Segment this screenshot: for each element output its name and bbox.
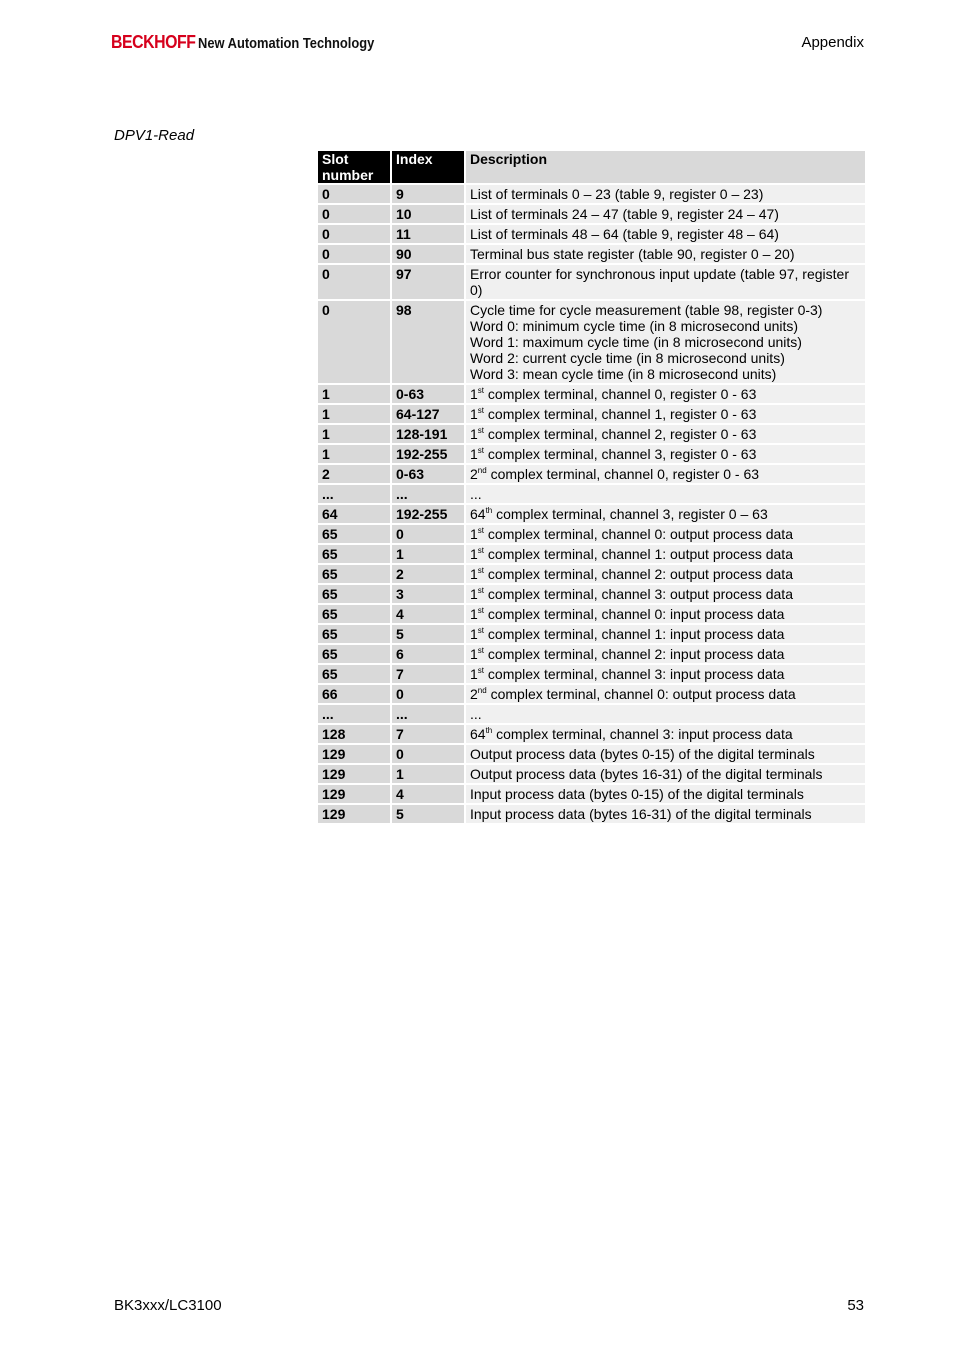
description-cell: [466, 545, 865, 563]
description-cell: [466, 225, 865, 243]
description-cell: [466, 665, 865, 683]
ordinal-suffix: st: [477, 626, 485, 635]
table-row: [318, 605, 865, 623]
ordinal-suffix: st: [477, 526, 485, 535]
description-cell: [466, 465, 865, 483]
description-text: ...: [470, 706, 482, 722]
ordinal-suffix: st: [477, 546, 485, 555]
table-row: [318, 445, 865, 463]
description-text: complex terminal, channel 3: output process data: [484, 586, 793, 602]
description-text: complex terminal, channel 2, register 0 - 63: [484, 426, 757, 442]
slot-cell: 129: [318, 805, 390, 823]
table-row: [318, 185, 865, 203]
slot-cell: 1: [318, 445, 390, 463]
section-title: DPV1-Read: [114, 127, 195, 144]
ordinal-suffix: st: [477, 646, 485, 655]
table-row: [318, 505, 865, 523]
table-row: [318, 645, 865, 663]
description-cell: [466, 565, 865, 583]
description-text: 1: [470, 386, 478, 402]
description-cell: [466, 485, 865, 503]
description-text: complex terminal, channel 0: input process data: [484, 606, 785, 622]
description-cell: [466, 245, 865, 263]
description-text: Input process data (bytes 16-31) of the digital terminals: [470, 806, 812, 822]
description-line: Word 1: maximum cycle time (in 8 microsecond units): [470, 334, 802, 350]
table-row: [318, 785, 865, 803]
slot-cell: ...: [318, 705, 390, 723]
slot-cell: 0: [318, 205, 390, 223]
table-row: [318, 405, 865, 423]
index-cell: ...: [392, 705, 464, 723]
index-cell: ...: [392, 485, 464, 503]
table-row: [318, 725, 865, 743]
description-cell: [466, 765, 865, 783]
index-cell: 5: [392, 625, 464, 643]
slot-cell: 129: [318, 765, 390, 783]
description-text: Output process data (bytes 0-15) of the digital terminals: [470, 746, 815, 762]
header-slot-number: Slot number: [318, 151, 390, 183]
table-row: [318, 525, 865, 543]
slot-cell: ...: [318, 485, 390, 503]
table-row: [318, 585, 865, 603]
ordinal-suffix: st: [477, 446, 485, 455]
description-text: 2: [470, 686, 478, 702]
slot-cell: 65: [318, 585, 390, 603]
description-cell: [466, 301, 865, 383]
description-text: complex terminal, channel 0, register 0 - 63: [484, 386, 757, 402]
index-cell: 0-63: [392, 385, 464, 403]
index-cell: 0: [392, 745, 464, 763]
table-row: [318, 685, 865, 703]
table-row: [318, 485, 865, 503]
description-text: Output process data (bytes 16-31) of the digital terminals: [470, 766, 823, 782]
index-cell: 2: [392, 565, 464, 583]
beckhoff-logo: [111, 32, 403, 53]
description-cell: [466, 385, 865, 403]
slot-cell: 64: [318, 505, 390, 523]
description-text: 1: [470, 546, 478, 562]
logo-tagline: New Automation Technology: [198, 35, 375, 52]
description-cell: [466, 505, 865, 523]
slot-cell: 129: [318, 745, 390, 763]
slot-cell: 0: [318, 301, 390, 383]
description-cell: [466, 625, 865, 643]
table-row: [318, 745, 865, 763]
ordinal-suffix: st: [477, 606, 485, 615]
slot-cell: 65: [318, 565, 390, 583]
description-text: complex terminal, channel 0: output process data: [484, 526, 793, 542]
index-cell: 9: [392, 185, 464, 203]
description-cell: [466, 805, 865, 823]
slot-cell: 1: [318, 405, 390, 423]
index-cell: 0-63: [392, 465, 464, 483]
ordinal-suffix: th: [485, 726, 493, 735]
dpv1-read-table: [316, 149, 867, 825]
ordinal-suffix: st: [477, 666, 485, 675]
description-cell: [466, 185, 865, 203]
description-text: Terminal bus state register (table 90, register 0 – 20): [470, 246, 795, 262]
slot-cell: 128: [318, 725, 390, 743]
table-row: [318, 385, 865, 403]
description-cell: [466, 725, 865, 743]
index-cell: 4: [392, 785, 464, 803]
description-text: 64: [470, 726, 486, 742]
slot-cell: 1: [318, 385, 390, 403]
index-cell: 1: [392, 765, 464, 783]
ordinal-suffix: st: [477, 586, 485, 595]
description-cell: [466, 605, 865, 623]
description-cell: [466, 745, 865, 763]
index-cell: 98: [392, 301, 464, 383]
slot-cell: 65: [318, 665, 390, 683]
description-cell: [466, 205, 865, 223]
index-cell: 90: [392, 245, 464, 263]
description-text: 1: [470, 646, 478, 662]
description-line: Word 2: current cycle time (in 8 microsecond units): [470, 350, 785, 366]
description-text: Error counter for synchronous input update (table 97, register 0): [470, 266, 849, 298]
description-cell: [466, 585, 865, 603]
index-cell: 192-255: [392, 445, 464, 463]
description-text: Cycle time for cycle measurement (table 98, register 0-3): [470, 302, 823, 318]
description-cell: [466, 645, 865, 663]
slot-cell: 0: [318, 225, 390, 243]
description-text: 1: [470, 666, 478, 682]
description-text: complex terminal, channel 2: input process data: [484, 646, 785, 662]
table-row: [318, 705, 865, 723]
description-line: Word 3: mean cycle time (in 8 microsecond units): [470, 366, 777, 382]
index-cell: 11: [392, 225, 464, 243]
table-row: [318, 545, 865, 563]
description-text: complex terminal, channel 1: output process data: [484, 546, 793, 562]
description-text: 1: [470, 566, 478, 582]
ordinal-suffix: nd: [477, 466, 487, 475]
description-cell: [466, 445, 865, 463]
description-text: ...: [470, 486, 482, 502]
description-text: 1: [470, 586, 478, 602]
description-text: complex terminal, channel 1, register 0 - 63: [484, 406, 757, 422]
ordinal-suffix: st: [477, 566, 485, 575]
index-cell: 7: [392, 725, 464, 743]
description-text: List of terminals 24 – 47 (table 9, register 24 – 47): [470, 206, 779, 222]
description-cell: [466, 785, 865, 803]
slot-cell: 65: [318, 545, 390, 563]
description-text: complex terminal, channel 3, register 0 - 63: [484, 446, 757, 462]
index-cell: 64-127: [392, 405, 464, 423]
description-text: 64: [470, 506, 486, 522]
table-row: [318, 225, 865, 243]
table-row: [318, 245, 865, 263]
ordinal-suffix: th: [485, 506, 493, 515]
slot-cell: 0: [318, 185, 390, 203]
description-cell: [466, 685, 865, 703]
description-text: 2: [470, 466, 478, 482]
description-text: complex terminal, channel 0, register 0 - 63: [486, 466, 760, 482]
slot-cell: 65: [318, 525, 390, 543]
table-header-row: [318, 151, 865, 183]
description-cell: [466, 425, 865, 443]
table-body: [318, 185, 865, 823]
index-cell: 10: [392, 205, 464, 223]
header-section-label: Appendix: [801, 34, 864, 51]
description-line: Word 0: minimum cycle time (in 8 microsecond units): [470, 318, 799, 334]
description-text: 1: [470, 406, 478, 422]
description-text: complex terminal, channel 2: output process data: [484, 566, 793, 582]
ordinal-suffix: nd: [477, 686, 487, 695]
table-row: [318, 565, 865, 583]
table-row: [318, 205, 865, 223]
index-cell: 1: [392, 545, 464, 563]
description-text: complex terminal, channel 3, register 0 – 63: [492, 506, 768, 522]
table-row: [318, 665, 865, 683]
slot-cell: 0: [318, 265, 390, 299]
description-text: complex terminal, channel 3: input process data: [492, 726, 793, 742]
index-cell: 97: [392, 265, 464, 299]
index-cell: 6: [392, 645, 464, 663]
footer-page-number: 53: [847, 1297, 864, 1314]
table-row: [318, 625, 865, 643]
ordinal-suffix: st: [477, 406, 485, 415]
slot-cell: 65: [318, 645, 390, 663]
slot-cell: 65: [318, 625, 390, 643]
index-cell: 192-255: [392, 505, 464, 523]
slot-cell: 0: [318, 245, 390, 263]
footer-document-name: BK3xxx/LC3100: [114, 1297, 222, 1314]
slot-cell: 65: [318, 605, 390, 623]
description-text: 1: [470, 426, 478, 442]
header-index: Index: [392, 151, 464, 183]
description-text: 1: [470, 526, 478, 542]
table-row: [318, 301, 865, 383]
index-cell: 128-191: [392, 425, 464, 443]
index-cell: 3: [392, 585, 464, 603]
description-text: complex terminal, channel 1: input process data: [484, 626, 785, 642]
slot-cell: 66: [318, 685, 390, 703]
index-cell: 7: [392, 665, 464, 683]
table-row: [318, 765, 865, 783]
description-text: complex terminal, channel 0: output process data: [486, 686, 796, 702]
ordinal-suffix: st: [477, 386, 485, 395]
logo-brand-text: BECKHOFF: [111, 32, 196, 52]
header-description: Description: [466, 151, 865, 183]
ordinal-suffix: st: [477, 426, 485, 435]
table-row: [318, 425, 865, 443]
description-text: Input process data (bytes 0-15) of the digital terminals: [470, 786, 804, 802]
slot-cell: 2: [318, 465, 390, 483]
slot-cell: 1: [318, 425, 390, 443]
description-cell: [466, 525, 865, 543]
description-text: List of terminals 48 – 64 (table 9, register 48 – 64): [470, 226, 779, 242]
description-text: List of terminals 0 – 23 (table 9, register 0 – 23): [470, 186, 764, 202]
index-cell: 0: [392, 525, 464, 543]
table-row: [318, 465, 865, 483]
description-text: 1: [470, 626, 478, 642]
description-text: complex terminal, channel 3: input process data: [484, 666, 785, 682]
table-row: [318, 265, 865, 299]
description-cell: [466, 405, 865, 423]
description-cell: [466, 705, 865, 723]
table-row: [318, 805, 865, 823]
index-cell: 0: [392, 685, 464, 703]
description-text: 1: [470, 446, 478, 462]
index-cell: 5: [392, 805, 464, 823]
description-cell: [466, 265, 865, 299]
description-text: 1: [470, 606, 478, 622]
slot-cell: 129: [318, 785, 390, 803]
index-cell: 4: [392, 605, 464, 623]
